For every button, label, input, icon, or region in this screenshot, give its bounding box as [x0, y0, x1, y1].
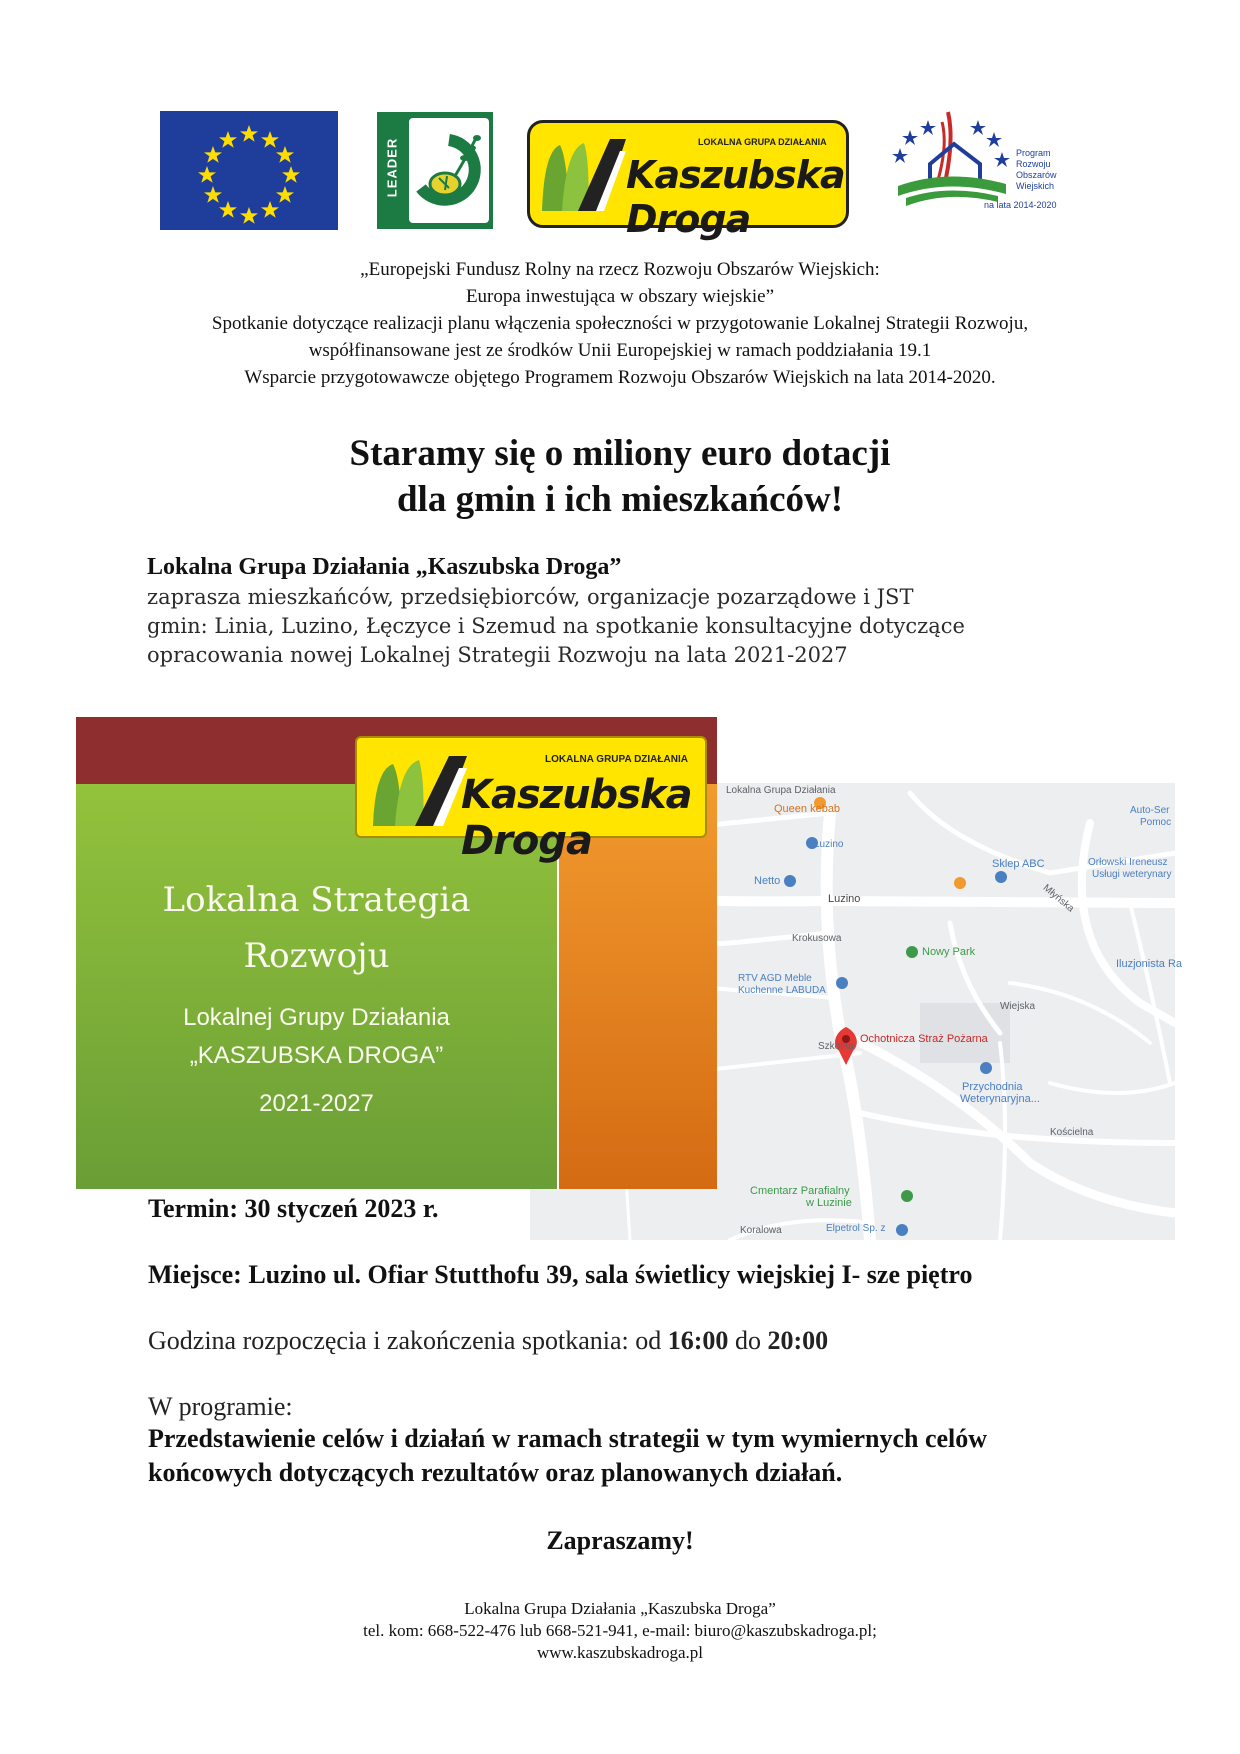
map-label: Ochotnicza Straż Pożarna [860, 1033, 988, 1045]
leaf-emblem-icon [409, 118, 489, 223]
leader-text: LEADER [384, 137, 400, 198]
map-label: Usługi weterynary [1092, 869, 1172, 880]
cover-kaszubska-droga-logo [355, 736, 707, 864]
kaszubska-droga-logo [527, 120, 849, 241]
footer [0, 1598, 1240, 1664]
hours-label: Godzina rozpoczęcia i zakończenia spotkania: od [148, 1326, 668, 1355]
cover-title-2: Rozwoju [243, 936, 390, 976]
map-label: Iluzjonista Ra [1116, 958, 1183, 970]
kd-group-label: LOKALNA GRUPA DZIAŁANIA [545, 754, 688, 765]
hours-end: 20:00 [767, 1326, 829, 1355]
map-label: Szkolna [818, 1041, 854, 1052]
map-label: Koralowa [740, 1225, 782, 1236]
map-label: Luzino [828, 893, 861, 905]
footer-org: Lokalna Grupa Działania „Kaszubska Droga” [464, 1599, 776, 1618]
map-label: Netto [754, 875, 781, 887]
map-label: Orłowski Ireneusz [1088, 857, 1168, 868]
map-label: Kuchenne LABUDA [738, 985, 826, 996]
header-line: „Europejski Fundusz Rolny na rzecz Rozwoju Obszarów Wiejskich: [360, 259, 880, 280]
map-label: RTV AGD Meble [738, 973, 812, 984]
header-line: Spotkanie dotyczące realizacji planu włączenia społeczności w przygotowanie Lokalnej Strategii Rozwoju, [211, 313, 1029, 334]
kd-group-label: LOKALNA GRUPA DZIAŁANIA [698, 137, 827, 147]
map-label: Weterynaryjna... [960, 1093, 1040, 1105]
cover-title-1: Lokalna Strategia [162, 880, 471, 920]
prow-logo [888, 108, 1068, 214]
footer-www[interactable]: www.kaszubskadroga.pl [536, 1643, 704, 1662]
map-label: Elpetrol Sp. z [826, 1223, 886, 1234]
map-label: Pomoc [1140, 817, 1172, 828]
map-label: Młyńska [1040, 882, 1076, 915]
kd-name-label: Kaszubska Droga [461, 772, 692, 864]
intro-line: zaprasza mieszkańców, przedsiębiorców, organizacje pozarządowe i JST [147, 585, 914, 609]
map-label: w Luzinie [806, 1197, 852, 1209]
hours-start: 16:00 [667, 1326, 729, 1355]
prow-line: Wiejskich [1016, 181, 1055, 191]
header-line: Wsparcie przygotowawcze objętego Programem Rozwoju Obszarów Wiejskich na lata 2014-2020. [244, 367, 996, 388]
map-label: Przychodnia [962, 1081, 1023, 1093]
header-line: współfinansowane jest ze środków Unii Europejskiej w ramach poddziałania 19.1 [308, 340, 932, 361]
map-label: Sklep ABC [992, 858, 1045, 870]
leader-logo [377, 112, 493, 229]
prow-line: Obszarów [1016, 170, 1057, 180]
cover-subtitle-2: „KASZUBSKA DROGA” [189, 1042, 444, 1069]
map-label: Wiejska [1000, 1001, 1036, 1012]
map-label: Auto-Ser [1130, 805, 1170, 816]
prow-line: Program [1016, 148, 1051, 158]
map-label: Queen kebab [774, 803, 841, 815]
cover-years: 2021-2027 [259, 1090, 374, 1117]
funding-header [0, 256, 1240, 391]
map-label: Luzino [814, 839, 844, 850]
meeting-hours [148, 1326, 828, 1356]
map-label: Lokalna Grupa Działania [726, 785, 836, 796]
program-label: W programie: [148, 1392, 293, 1421]
meeting-location: Miejsce: Luzino ul. Ofiar Stutthofu 39, sala świetlicy wiejskiej I- sze piętro [148, 1260, 973, 1289]
invitation-text [147, 583, 965, 670]
intro-line: gmin: Linia, Luzino, Łęczyce i Szemud na spotkanie konsultacyjne dotyczące [147, 614, 965, 638]
kd-name-label: Kaszubska Droga [626, 153, 845, 241]
prow-line: Rozwoju [1016, 159, 1051, 169]
hours-mid: do [728, 1326, 768, 1355]
organizer-name: Lokalna Grupa Działania „Kaszubska Droga” [147, 554, 622, 580]
footer-contact: tel. kom: 668-522-476 lub 668-521-941, e-mail: biuro@kaszubskadroga.pl; [363, 1621, 877, 1640]
eu-flag-logo [160, 111, 338, 230]
invitation-closing: Zapraszamy! [546, 1526, 694, 1555]
cover-subtitle-1: Lokalnej Grupy Działania [183, 1004, 450, 1031]
prow-text [1016, 148, 1057, 192]
leader-inner [409, 118, 489, 223]
title-line-2: dla gmin i ich mieszkańców! [396, 479, 844, 520]
page-title [0, 431, 1240, 523]
map-label: Kościelna [1050, 1127, 1094, 1138]
program-line-1: Przedstawienie celów i działań w ramach strategii w tym wymiernych celów [148, 1424, 988, 1453]
prow-years: na lata 2014-2020 [984, 200, 1057, 210]
road-emblem-icon [538, 131, 626, 217]
map-label: Cmentarz Parafialny [750, 1185, 850, 1197]
map-label: Nowy Park [922, 946, 976, 958]
intro-line: opracowania nowej Lokalnej Strategii Rozwoju na lata 2021-2027 [147, 643, 848, 667]
map-label: Krokusowa [792, 933, 842, 944]
title-line-1: Staramy się o miliony euro dotacji [349, 433, 891, 474]
eu-stars-icon [160, 111, 338, 230]
road-emblem-icon [371, 750, 471, 830]
prow-emblem-icon [888, 108, 1014, 214]
meeting-date: Termin: 30 styczeń 2023 r. [148, 1194, 439, 1223]
header-line: Europa inwestująca w obszary wiejskie” [465, 286, 775, 307]
program-line-2: końcowych dotyczących rezultatów oraz planowanych działań. [148, 1458, 843, 1487]
